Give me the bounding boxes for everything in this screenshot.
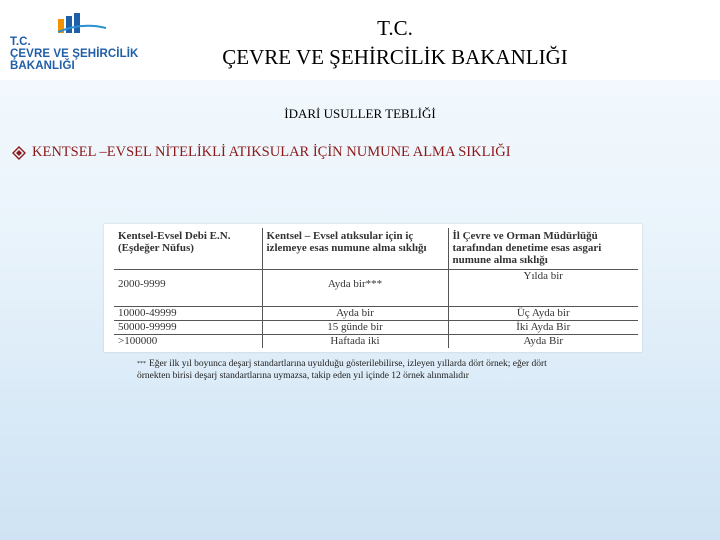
logo-line-2: ÇEVRE VE ŞEHİRCİLİK [10, 48, 139, 60]
table-header-row [114, 228, 638, 270]
table-cell: Haftada iki [262, 335, 448, 349]
page-subtitle: İDARİ USULLER TEBLİĞİ [284, 106, 436, 121]
footnote-mark: *** [137, 361, 146, 367]
sampling-table-panel [104, 224, 642, 352]
diamond-bullet-icon [12, 146, 26, 160]
section-heading [12, 144, 511, 161]
table-row [114, 307, 638, 321]
table-row [114, 270, 638, 307]
table-cell: 10000-49999 [118, 307, 177, 319]
logo-line-3: BAKANLIĞI [10, 60, 75, 72]
table-cell: Yılda bir [448, 270, 638, 307]
table-cell: Üç Ayda bir [448, 307, 638, 321]
table-row [114, 321, 638, 335]
page-title-line-2: ÇEVRE VE ŞEHİRCİLİK BAKANLIĞI [222, 45, 568, 69]
section-heading-text: KENTSEL –EVSEL NİTELİKLİ ATIKSULAR İÇİN NUMUNE ALMA SIKLIĞI [32, 144, 511, 160]
footnote-text: Eğer ilk yıl boyunca deşarj standartlarına uyulduğu gösterilebilirse, izleyen yıllarda dört örnek; eğer dört örnekten birisi deşarj standartlarına uymazsa, takip eden yıl içinde 12 örnek alınmalıdır [137, 359, 547, 381]
table-cell: >100000 [118, 335, 158, 347]
table-row [114, 335, 638, 349]
table-cell: 2000-9999 [118, 278, 166, 290]
sampling-frequency-table [114, 228, 638, 348]
table-cell: 15 günde bir [262, 321, 448, 335]
table-cell: Ayda bir*** [262, 270, 448, 307]
table-footnote [137, 358, 577, 382]
table-cell: İki Ayda Bir [448, 321, 638, 335]
table-header-cell: İl Çevre ve Orman Müdürlüğü tarafından denetime esas asgari numune alma sıklığı [448, 228, 638, 270]
table-cell: Ayda Bir [448, 335, 638, 349]
logo-line-1: T.C. [10, 36, 31, 48]
table-header-cell: Kentsel-Evsel Debi E.N. (Eşdeğer Nüfus) [118, 230, 231, 254]
table-header-cell: Kentsel – Evsel atıksular için iç izlemeye esas numune alma sıklığı [262, 228, 448, 270]
table-cell: Ayda bir [262, 307, 448, 321]
page-title-line-1: T.C. [377, 16, 413, 40]
table-cell: 50000-99999 [118, 321, 177, 333]
